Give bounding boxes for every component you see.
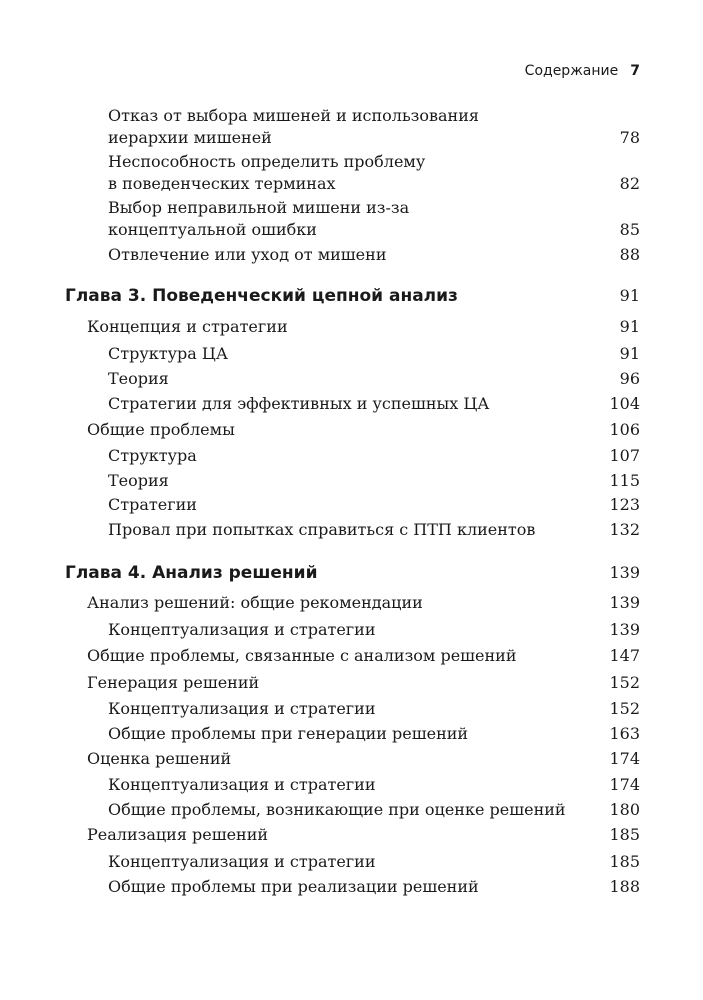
toc-entry-page: 96: [619, 369, 640, 388]
toc-entry-page: 152: [609, 673, 640, 692]
toc-entry-page: 139: [609, 620, 640, 639]
toc-entry-title: Реализация решений: [87, 825, 269, 844]
toc-entry-page: 139: [609, 563, 640, 582]
toc-entry-page: 107: [609, 446, 640, 465]
toc-entry-title: Концептуализация и стратегии: [108, 852, 376, 871]
toc-entry-title: Отвлечение или уход от мишени: [108, 245, 387, 264]
toc-entry-page: 152: [609, 699, 640, 718]
toc-entry-page: 188: [609, 877, 640, 896]
toc-entry-title: Отказ от выбора мишеней и использования иерархии мишеней: [108, 106, 479, 147]
running-header-title: Содержание: [524, 63, 619, 79]
toc-entry-title: Теория: [108, 369, 169, 388]
toc-entry-page: 106: [609, 420, 640, 439]
toc-entry-page: 91: [619, 286, 640, 305]
toc-entry-page: 123: [609, 495, 640, 514]
toc-entry-page: 132: [609, 520, 640, 539]
toc-entry-title: Общие проблемы, связанные с анализом решений: [87, 646, 517, 665]
toc-entry-title: Анализ решений: общие рекомендации: [87, 593, 423, 612]
toc-entry-page: 78: [619, 128, 640, 147]
toc-entry-title: Структура ЦА: [108, 344, 228, 363]
toc-entry-title: Теория: [108, 471, 169, 490]
toc-entry-page: 85: [619, 220, 640, 239]
toc-entry-page: 180: [609, 800, 640, 819]
toc-entry-title: Провал при попытках справиться с ПТП клиентов: [108, 520, 536, 539]
toc-entry-title: Стратегии: [108, 495, 197, 514]
toc-entry-page: 104: [609, 394, 640, 413]
toc-entry-page: 91: [619, 344, 640, 363]
toc-entry-page: 91: [619, 317, 640, 336]
toc-entry-title: Общие проблемы при генерации решений: [108, 724, 469, 743]
toc-entry-page: 174: [609, 775, 640, 794]
toc-entry-page: 82: [619, 174, 640, 193]
toc-entry-title: Выбор неправильной мишени из-за концептуальной ошибки: [108, 198, 410, 239]
toc-entry-title: Общие проблемы: [87, 420, 235, 439]
toc-entry-page: 115: [609, 471, 640, 490]
toc-entry-page: 139: [609, 593, 640, 612]
toc-entry-page: 185: [609, 852, 640, 871]
toc-entry-title: Концептуализация и стратегии: [108, 620, 376, 639]
toc-chapter-title: Глава 4. Анализ решений: [65, 563, 318, 583]
toc-entry-title: Неспособность определить проблему в поведенческих терминах: [108, 152, 426, 193]
toc-entry-page: 147: [609, 646, 640, 665]
toc-entry-title: Общие проблемы при реализации решений: [108, 877, 479, 896]
toc-entry-title: Стратегии для эффективных и успешных ЦА: [108, 394, 490, 413]
toc-entry-title: Концептуализация и стратегии: [108, 775, 376, 794]
toc-entry-title: Концепция и стратегии: [87, 317, 288, 336]
toc-entry-title: Генерация решений: [87, 673, 260, 692]
toc-chapter-title: Глава 3. Поведенческий цепной анализ: [65, 286, 458, 306]
toc-entry-page: 88: [619, 245, 640, 264]
toc-entry-title: Общие проблемы, возникающие при оценке решений: [108, 800, 566, 819]
toc-entry-title: Структура: [108, 446, 197, 465]
toc-entry-page: 185: [609, 825, 640, 844]
toc-entry-page: 174: [609, 749, 640, 768]
toc-entry-title: Оценка решений: [87, 749, 232, 768]
page-number: 7: [630, 63, 640, 79]
toc-entry-title: Концептуализация и стратегии: [108, 699, 376, 718]
toc-entry-page: 163: [609, 724, 640, 743]
